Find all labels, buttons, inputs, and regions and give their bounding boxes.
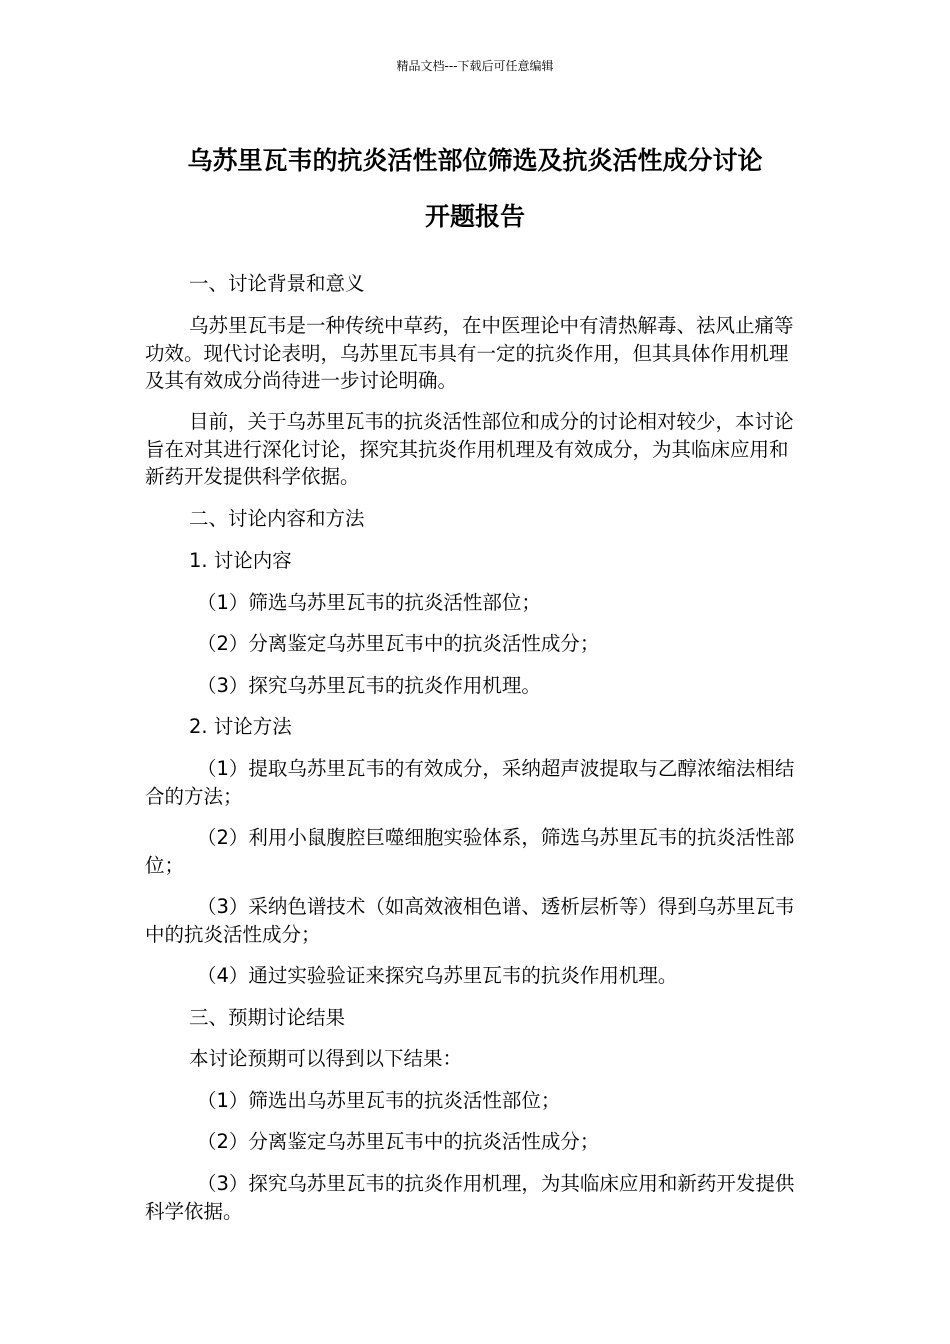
list-item-method-4: （4）通过实验验证来探究乌苏里瓦韦的抗炎作用机理。 — [197, 964, 678, 987]
list-item-method-3: （3）采纳色谱技术（如高效液相色谱、透析层析等）得到乌苏里瓦韦中的抗炎活性成分； — [145, 895, 795, 946]
list-item-method-2: （2）利用小鼠腹腔巨噬细胞实验体系，筛选乌苏里瓦韦的抗炎活性部位； — [145, 826, 795, 877]
list-item-content-2: （2）分离鉴定乌苏里瓦韦中的抗炎活性成分； — [197, 632, 600, 655]
section-heading-background: 一、讨论背景和意义 — [189, 272, 365, 295]
list-item-method-1: （1）提取乌苏里瓦韦的有效成分，采纳超声波提取与乙醇浓缩法相结合的方法； — [145, 757, 795, 808]
subheading-content: 1. 讨论内容 — [189, 549, 292, 572]
section-heading-content-methods: 二、讨论内容和方法 — [189, 507, 365, 530]
list-item-result-2: （2）分离鉴定乌苏里瓦韦中的抗炎活性成分； — [197, 1130, 600, 1153]
list-item-result-1: （1）筛选出乌苏里瓦韦的抗炎活性部位； — [197, 1089, 561, 1112]
list-item-content-3: （3）探究乌苏里瓦韦的抗炎作用机理。 — [197, 674, 541, 697]
document-title — [140, 133, 810, 245]
title-line-1: 乌苏里瓦韦的抗炎活性部位筛选及抗炎活性成分讨论 — [187, 146, 763, 175]
paragraph-background-1: 乌苏里瓦韦是一种传统中草药，在中医理论中有清热解毒、祛风止痛等功效。现代讨论表明，乌苏里瓦韦具有一定的抗炎作用，但其具体作用机理及其有效成分尚待进一步讨论明确。 — [145, 314, 794, 392]
list-item-result-3: （3）探究乌苏里瓦韦的抗炎作用机理，为其临床应用和新药开发提供科学依据。 — [145, 1172, 795, 1223]
title-line-2: 开题报告 — [424, 202, 525, 231]
paragraph-background-2: 目前，关于乌苏里瓦韦的抗炎活性部位和成分的讨论相对较少，本讨论旨在对其进行深化讨论，探究其抗炎作用机理及有效成分，为其临床应用和新药开发提供科学依据。 — [145, 410, 794, 488]
paragraph-results-intro: 本讨论预期可以得到以下结果： — [189, 1047, 463, 1070]
section-heading-expected-results: 三、预期讨论结果 — [189, 1006, 346, 1029]
subheading-methods: 2. 讨论方法 — [189, 715, 292, 738]
page-header: 精品文档---下载后可任意编辑 — [396, 59, 554, 73]
list-item-content-1: （1）筛选乌苏里瓦韦的抗炎活性部位； — [197, 591, 541, 614]
